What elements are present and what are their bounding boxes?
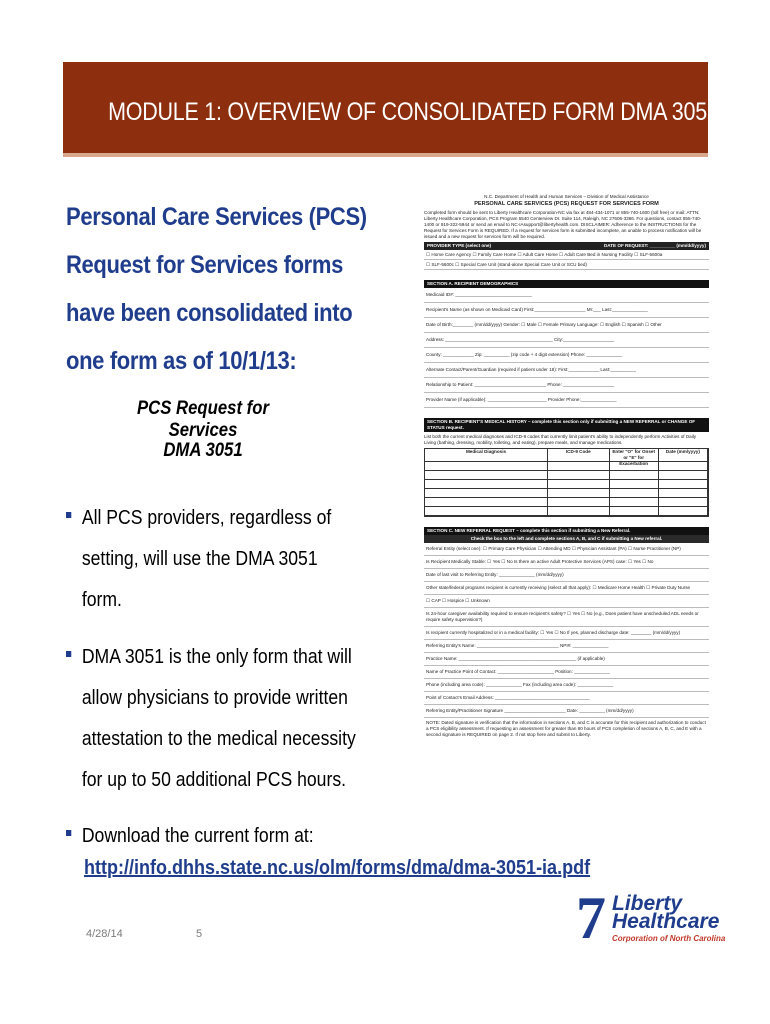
form-diagnosis-table: Medical Diagnosis ICD-9 Code Enter "O" for Onset or "E" for Exacerbation Date (mm/yyyy) <box>424 448 709 517</box>
form-c-bar: Check the box to the left and complete sections A, B, and C if submitting a New referral. <box>424 535 709 543</box>
form-row: Date of last visit to Referring Entity: ______________ (mm/dd/yyyy) <box>424 569 709 582</box>
footer-date: 4/28/14 <box>86 928 123 940</box>
form-row: Referral Entity (select one): ☐ Primary Care Physician ☐ Attending MD ☐ Physician Assistant (PA) ☐ Nurse Practitioner (NP) <box>424 543 709 556</box>
form-preview <box>424 194 709 834</box>
bullet-item: All PCS providers, regardless of setting, will use the DMA 3051 form. <box>66 498 331 621</box>
headline <box>66 193 367 385</box>
form-provider-type: PROVIDER TYPE (select one) <box>427 243 492 248</box>
form-intro: Completed form should be sent to Liberty Healthcare Corporation-NC via fax at 484-434-1071 or 855-740-1600 (toll free) or mail: ATTN: Liberty Healthcare Corporation, PCS Program 5540 Centerview Dr. Suite 114, Raleigh, NC 27606-3386. For questions, contact 855-740-1400 or 919-322-5944 or send an email to NC-IAsupport@libertyhealth.com. DISCLAIMER: Adherence to the INSTRUCTIONS for the Request for Services Form is REQUIRED. If a request for services form is submitted incomplete, an unable to process notification will be issued and a new request for services form will be required. <box>424 210 702 239</box>
form-provider-options-2: ☐ SLF-5600c ☐ Special Care Unit (stand-alone Special Care Unit or SCU bed) <box>424 260 709 270</box>
form-date-of-request: DATE OF REQUEST: __________ (mm/dd/yyyy) <box>603 243 706 248</box>
form-dept: N.C. Department of Health and Human Services – Division of Medical Assistance <box>484 194 649 199</box>
form-provider-options: ☐ Home Care Agency ☐ Family Care Home ☐ Adult Care Home ☐ Adult Care Bed in Nursing Facility ☐ SLF-5600a <box>424 250 709 260</box>
form-download-link[interactable]: http://info.dhhs.state.nc.us/olm/forms/dma/dma-3051-ia.pdf <box>84 857 591 879</box>
form-title: PERSONAL CARE SERVICES (PCS) REQUEST FOR SERVICES FORM <box>474 201 659 207</box>
form-note: NOTE: Dated signature is verification that the information in sections A, B, and C is accurate for this recipient and authorization to conduct a PCS eligibility assessment. If requesting an assessment for greater than 80 hours of PCS completion of sections A, B, C, and E with a second signature is REQUIRED on page 2. If not stop here and submit to Liberty. <box>426 720 706 737</box>
form-row: Medicaid ID#: ______________________________ <box>424 288 709 303</box>
bullet-square-icon <box>66 512 71 518</box>
headline-line: one form as of 10/1/13: <box>66 347 297 375</box>
form-row: Is Recipient Medically Stable: ☐ Yes ☐ No Is there an active Adult Protective Services (APS) case: ☐ Yes ☐ No <box>424 556 709 569</box>
bullet-square-icon <box>66 830 71 836</box>
form-row: ☐ CAP ☐ Hospice ☐ Unknown <box>424 595 709 608</box>
headline-line: Request for Services forms <box>66 251 343 279</box>
form-row: Phone (including area code): ______________ Fax (including area code): ______________ <box>424 679 709 692</box>
slide-title: MODULE 1: OVERVIEW OF CONSOLIDATED FORM DMA 3051 <box>108 98 719 126</box>
form-row: Date of Birth:________ (mm/dd/yyyy) Gender: ☐ Male ☐ Female Primary Language: ☐ English ☐ Spanish ☐ Other <box>424 318 709 333</box>
form-row: Relationship to Patient: ____________________________ Phone: ____________________ <box>424 378 709 393</box>
form-row: Name of Practice Point of Contact: ______________________ Position: ______________ <box>424 666 709 679</box>
form-row: Provider Name (if applicable): _______________________ Provider Phone:______________ <box>424 393 709 408</box>
logo-line-2: Healthcare <box>612 910 720 933</box>
headline-line: have been consolidated into <box>66 299 353 327</box>
logo-line-1: Liberty <box>612 892 683 915</box>
form-row: Referring Entity's Name: ________________________________ NPI#: ______________ <box>424 640 709 653</box>
form-row: County: ____________ Zip: __________ (zip code + 4 digit extension) Phone: ______________ <box>424 348 709 363</box>
form-row: Is 24-hour caregiver availability required to ensure recipient's safety? ☐ Yes ☐ No (e.g., Does patient have unscheduled ADL needs or require safety supervision?) <box>424 608 709 627</box>
bullet-item: DMA 3051 is the only form that will allow physicians to provide written attestation to the medical necessity for up to 50 additional PCS hours. <box>66 637 356 801</box>
form-row: Address: __________________________________________ City:____________________ <box>424 333 709 348</box>
form-section-c: SECTION C. NEW REFERRAL REQUEST – complete this section if submitting a New Referral. <box>424 527 709 535</box>
page-number: 5 <box>196 928 203 940</box>
form-row: Practice Name: ______________________________________________ (if applicable) <box>424 653 709 666</box>
form-row: Other state/federal programs recipient is currently receiving (select all that apply): ☐ Medicare Home Health ☐ Private Duty Nurse <box>424 582 709 595</box>
form-b-intro: List both the current medical diagnoses and ICD-9 codes that currently limit patient's ability to independently perform Activities of Daily Living (bathing, dressing, mobility, toileting, and eating), prepare meals, and manage medications. <box>424 434 697 445</box>
liberty-healthcare-logo <box>576 885 726 951</box>
bullet-item: Download the current form at: <box>66 816 314 857</box>
subtitle-line-1: PCS Request for Services <box>137 398 269 441</box>
form-row: Alternate Contact/Parent/Guardian (required if patient under 18): First:____________ Last:__________ <box>424 363 709 378</box>
form-row: Is recipient currently hospitalized or in a medical facility: ☐ Yes ☐ No If yes, planned discharge date: ________ (mm/dd/yyyy) <box>424 627 709 640</box>
bullet-square-icon <box>66 651 71 657</box>
logo-mark-icon: 7 <box>576 885 606 951</box>
form-row: Recipient's Name (as shown on Medicaid Card) First:____________________ MI:___ Last:______________ <box>424 303 709 318</box>
title-underline <box>63 153 708 157</box>
form-row: Point of Contact's Email Address: _____________________________________ <box>424 692 709 705</box>
form-section-a: SECTION A. RECIPIENT DEMOGRAPHICS <box>424 280 709 288</box>
logo-line-3: Corporation of North Carolina <box>612 934 726 943</box>
headline-line: Personal Care Services (PCS) <box>66 203 367 231</box>
subtitle-line-2: DMA 3051 <box>163 440 243 461</box>
form-row: Referring Entity/Practitioner Signature ________________________ Date: __________ (mm/dd/yyyy) <box>424 705 709 718</box>
form-section-b: SECTION B. RECIPIENT'S MEDICAL HISTORY – complete this section only if submitting a NEW REFERRAL or CHANGE OF STATUS request. <box>424 418 709 432</box>
